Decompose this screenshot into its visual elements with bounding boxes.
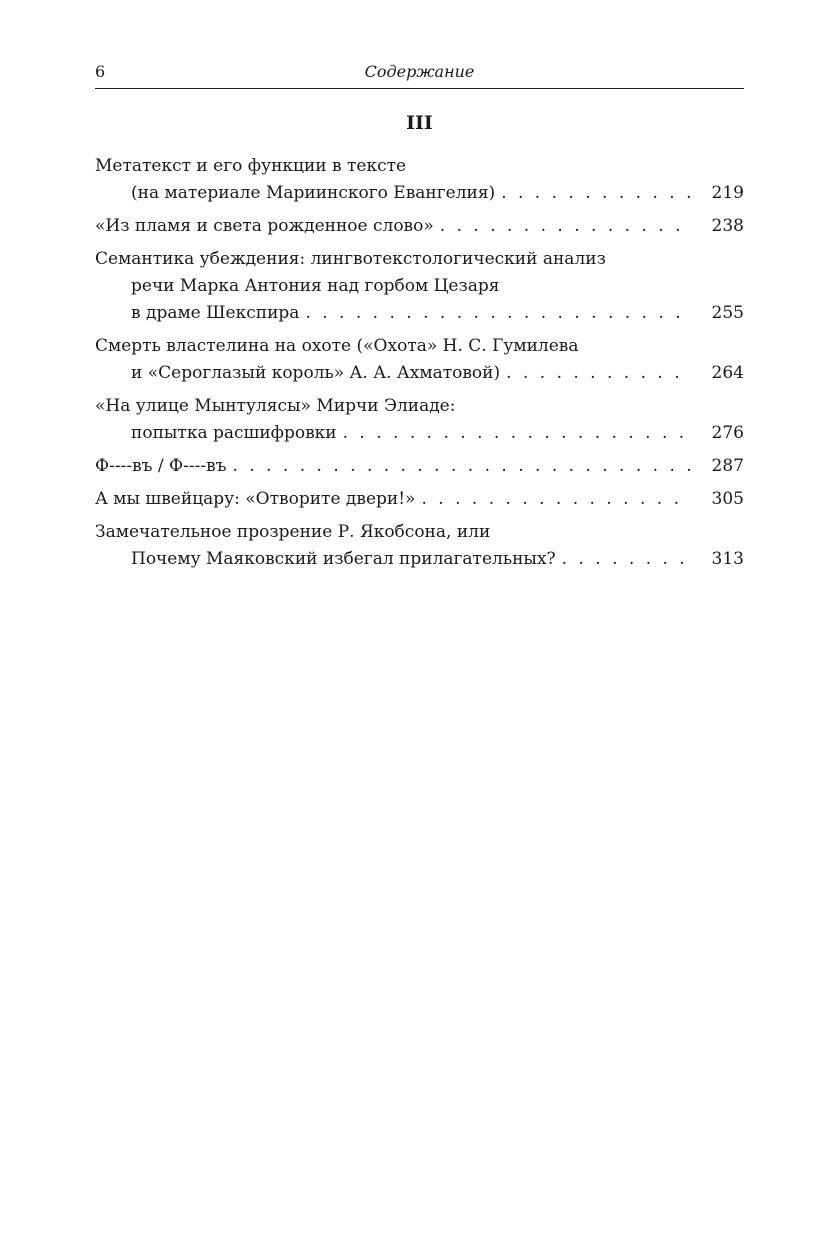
running-title: Содержание (364, 62, 475, 81)
toc-entry-title: Смерть властелина на охоте («Охота» Н. С. Гумилева (95, 336, 579, 356)
toc-page-number: 238 (711, 216, 744, 236)
toc-page-number: 305 (711, 489, 744, 509)
toc-entry[interactable] (95, 486, 744, 513)
toc-entry-title: (на материале Мариинского Евангелия) (131, 183, 496, 203)
toc-page-number: 287 (711, 456, 744, 476)
toc-entry-title: и «Сероглазый король» А. А. Ахматовой) (131, 363, 501, 383)
toc-entry-title: речи Марка Антония над горбом Цезаря (131, 276, 500, 296)
dot-leader (305, 300, 692, 327)
table-of-contents (95, 153, 744, 579)
toc-entry-title: «Из пламя и света рожденное слово» (95, 216, 434, 236)
toc-entry[interactable] (95, 453, 744, 480)
page-number: 6 (95, 62, 106, 81)
dot-leader (440, 213, 692, 240)
toc-entry-title: Почему Маяковский избегал прилагательных? (131, 549, 556, 569)
section-title: III (406, 112, 433, 134)
toc-entry[interactable] (95, 246, 744, 327)
page-header (95, 60, 744, 89)
toc-page-number: 276 (711, 423, 744, 443)
toc-entry-title: А мы швейцару: «Отворите двери!» (95, 489, 416, 509)
dot-leader (232, 453, 692, 480)
toc-page-number: 313 (711, 549, 744, 569)
dot-leader (421, 486, 692, 513)
toc-entry[interactable] (95, 153, 744, 207)
toc-entry[interactable] (95, 333, 744, 387)
toc-entry[interactable] (95, 393, 744, 447)
toc-entry-title: «На улице Мынтулясы» Мирчи Элиаде: (95, 396, 456, 416)
dot-leader (343, 420, 692, 447)
dot-leader (506, 360, 692, 387)
dot-leader (562, 546, 692, 573)
toc-entry-title: Семантика убеждения: лингвотекстологический анализ (95, 249, 606, 269)
toc-page-number: 255 (711, 303, 744, 323)
toc-entry-title: Замечательное прозрение Р. Якобсона, или (95, 522, 491, 542)
toc-page-number: 264 (711, 363, 744, 383)
toc-entry[interactable] (95, 213, 744, 240)
toc-entry[interactable] (95, 519, 744, 573)
dot-leader (501, 180, 692, 207)
toc-entry-title: Метатекст и его функции в тексте (95, 156, 407, 176)
toc-entry-title: попытка расшифровки (131, 423, 337, 443)
toc-page-number: 219 (711, 183, 744, 203)
toc-entry-title: в драме Шекспира (131, 303, 300, 323)
toc-entry-title: Ф----въ / Ф----въ (95, 456, 227, 476)
